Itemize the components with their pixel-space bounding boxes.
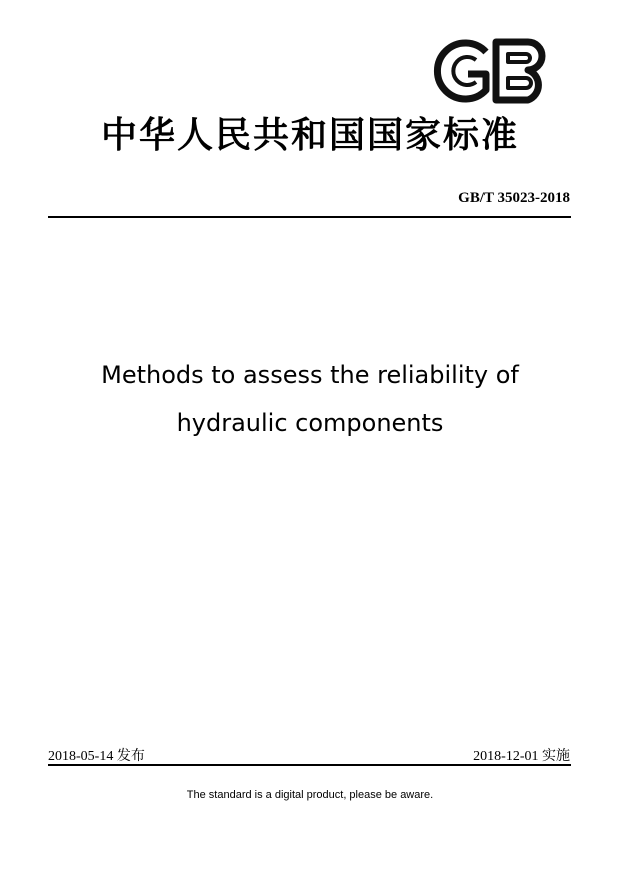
issue-date: 2018-05-14 发布 bbox=[48, 749, 145, 764]
implementation-date: 2018-12-01 实施 bbox=[473, 749, 570, 764]
digital-product-notice: The standard is a digital product, please be aware. bbox=[186, 789, 434, 801]
footer-divider bbox=[48, 764, 571, 766]
gb-logo bbox=[428, 38, 556, 104]
national-standard-title: 中华人民共和国国家标准 bbox=[100, 115, 519, 156]
header-divider bbox=[48, 216, 571, 218]
document-title-line-2: hydraulic components bbox=[176, 409, 444, 437]
document-title-line-1: Methods to assess the reliability of bbox=[101, 361, 519, 389]
standard-number: GB/T 35023-2018 bbox=[458, 190, 570, 206]
